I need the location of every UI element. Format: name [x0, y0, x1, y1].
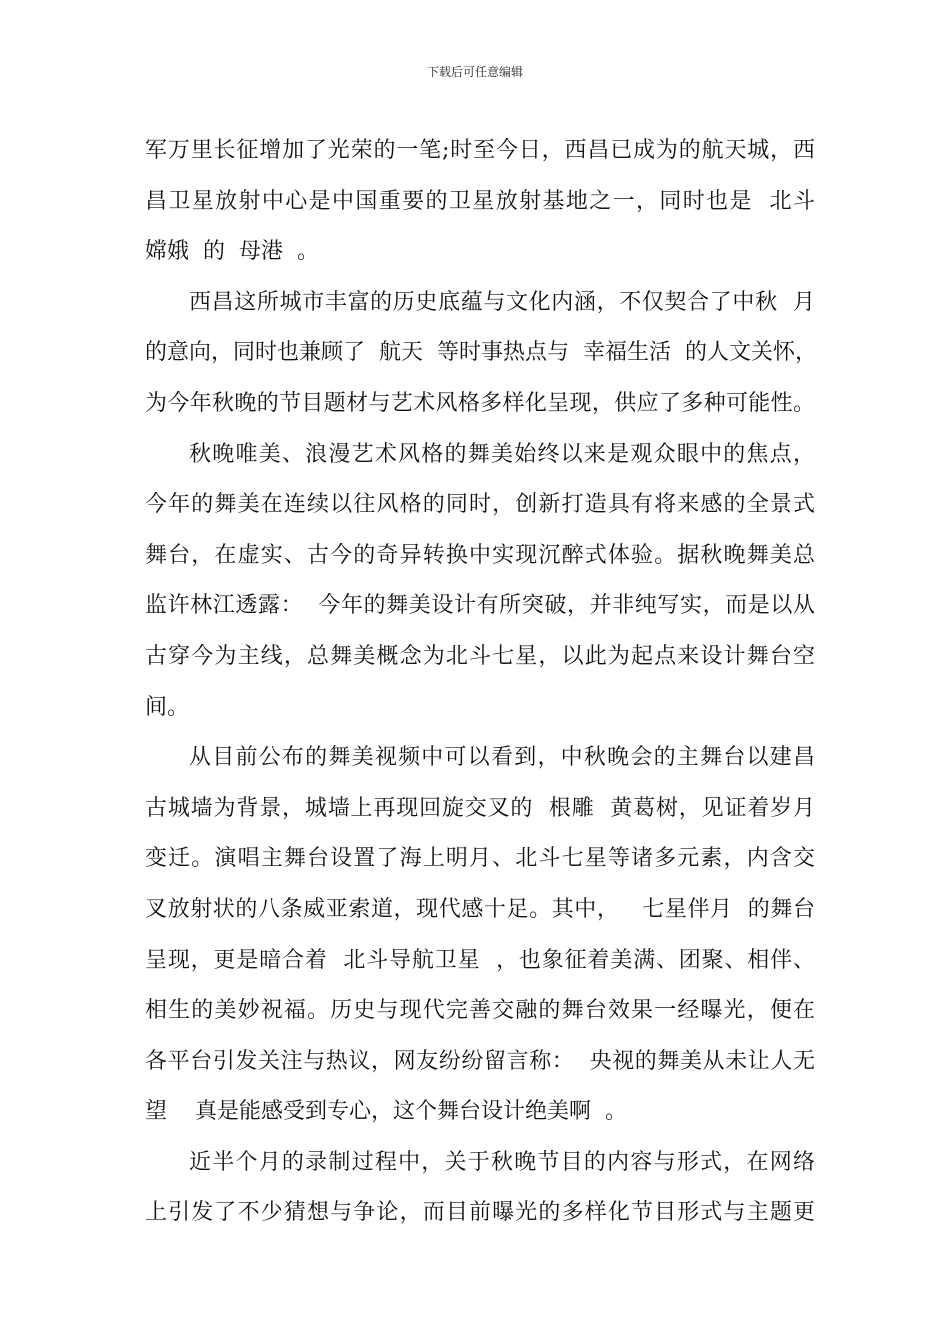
- text-line: 相生的美妙祝福。历史与现代完善交融的舞台效果一经曝光，便在: [145, 998, 815, 1024]
- text-line: 今年的舞美在连续以往风格的同时，创新打造具有将来感的全景式: [145, 492, 815, 518]
- text-line: 西昌这所城市丰富的历史底蕴与文化内涵，不仅契合了中秋 月: [189, 289, 815, 315]
- text-line: 为今年秋晚的节目题材与艺术风格多样化呈现，供应了多种可能性。: [145, 390, 815, 416]
- text-line: 近半个月的录制过程中，关于秋晚节目的内容与形式，在网络: [189, 1149, 815, 1175]
- text-line: 昌卫星放射中心是中国重要的卫星放射基地之一，同时也是 北斗: [145, 188, 815, 214]
- text-line: 古穿今为主线，总舞美概念为北斗七星，以此为起点来设计舞台空: [145, 643, 815, 669]
- text-line: 间。: [145, 694, 190, 720]
- text-line: 从目前公布的舞美视频中可以看到，中秋晚会的主舞台以建昌: [189, 745, 815, 771]
- text-line: 古城墙为背景，城墙上再现回旋交叉的 根雕 黄葛树，见证着岁月: [145, 795, 815, 821]
- text-line: 望 真是能感受到专心，这个舞台设计绝美啊 。: [145, 1099, 627, 1125]
- page-header: 下载后可任意编辑: [426, 65, 523, 79]
- text-line: 监许林江透露： 今年的舞美设计有所突破，并非纯写实，而是以从: [145, 593, 815, 619]
- text-line: 军万里长征增加了光荣的一笔;时至今日，西昌已成为的航天城，西: [145, 138, 815, 163]
- text-line: 秋晚唯美、浪漫艺术风格的舞美始终以来是观众眼中的焦点，: [189, 441, 815, 467]
- text-line: 各平台引发关注与热议，网友纷纷留言称： 央视的舞美从未让人无: [145, 1048, 815, 1074]
- text-line: 变迁。演唱主舞台设置了海上明月、北斗七星等诸多元素，内含交: [145, 846, 815, 872]
- text-line: 舞台，在虚实、古今的奇异转换中实现沉醉式体验。据秋晚舞美总: [145, 542, 815, 568]
- text-line: 嫦娥 的 母港 。: [145, 239, 319, 265]
- text-line: 呈现，更是暗合着 北斗导航卫星 ，也象征着美满、团聚、相伴、: [145, 947, 815, 973]
- text-line: 上引发了不少猜想与争论，而目前曝光的多样化节目形式与主题更: [145, 1200, 815, 1226]
- text-line: 的意向，同时也兼顾了 航天 等时事热点与 幸福生活 的人文关怀，: [145, 340, 817, 366]
- text-line: 叉放射状的八条威亚索道，现代感十足。其中， 七星伴月 的舞台: [145, 896, 815, 922]
- document-body: [145, 130, 815, 1243]
